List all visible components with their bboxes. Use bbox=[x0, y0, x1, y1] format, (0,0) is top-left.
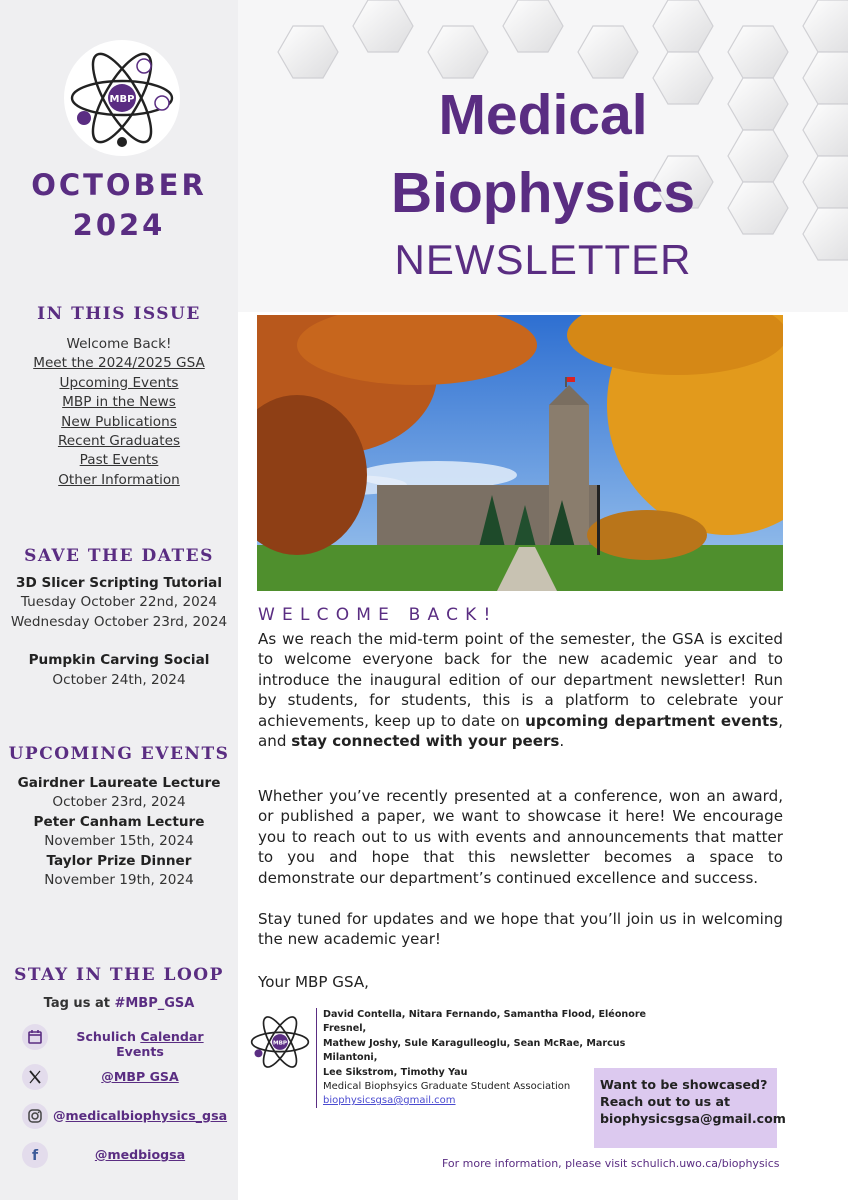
event-date: October 24th, 2024 bbox=[52, 671, 186, 688]
welcome-paragraph-1: As we reach the mid-term point of the semester, the GSA is excited to welcome everyone back for the new academic year and to introduce the inaugural edition of our department newsletter! Run by students, for students, this is a platform to celebrate your achievements, keep up to date on upcoming department events, and stay connected with your peers. bbox=[258, 630, 783, 751]
showcase-callout bbox=[594, 1068, 786, 1148]
tag-prefix: Tag us at bbox=[43, 996, 115, 1011]
toc-link[interactable]: MBP in the News bbox=[62, 394, 176, 411]
event-title: Peter Canham Lecture bbox=[33, 813, 205, 830]
footer-info: For more information, please visit schulich.uwo.ca/biophysics bbox=[442, 1157, 780, 1170]
gsa-email-link[interactable]: biophysicsgsa@gmail.com bbox=[323, 1095, 456, 1107]
hashtag: #MBP_GSA bbox=[114, 996, 195, 1011]
toc-link[interactable]: Past Events bbox=[79, 452, 159, 469]
social-instagram[interactable] bbox=[18, 1103, 228, 1131]
event-date: November 15th, 2024 bbox=[44, 833, 194, 850]
event-date: Tuesday October 22nd, 2024 bbox=[20, 594, 218, 611]
mbp-atom-logo-icon bbox=[62, 38, 182, 158]
event-date: November 19th, 2024 bbox=[44, 872, 194, 889]
masthead bbox=[238, 0, 848, 312]
tag-us-line bbox=[0, 996, 238, 1011]
gsa-members-line2: Mathew Joshy, Sule Karagulleoglu, Sean McRae, Marcus Milantoni, bbox=[323, 1037, 626, 1064]
newsletter-title-line2: Biophysics bbox=[390, 161, 696, 225]
toc-link[interactable]: New Publications bbox=[61, 413, 177, 430]
callout-line1: Want to be showcased? bbox=[600, 1077, 768, 1092]
upcoming-events-list bbox=[0, 774, 238, 890]
event-title: Gairdner Laureate Lecture bbox=[17, 775, 221, 791]
welcome-paragraph-2: Whether you’ve recently presented at a conference, won an award, or published a paper, we want to showcase it here! We encourage you to reach out to us with events and announcements that matter to you and hope that this newsletter becomes a space to demonstrate our department’s continued excellence and success. bbox=[258, 787, 783, 887]
svg-text:f: f bbox=[31, 1148, 39, 1164]
save-the-dates-list bbox=[0, 574, 238, 690]
event-title: Taylor Prize Dinner bbox=[46, 852, 192, 869]
signoff: Your MBP GSA, bbox=[258, 973, 369, 991]
x-link-label[interactable]: @MBP GSA bbox=[101, 1069, 179, 1084]
toc-link[interactable]: Other Information bbox=[58, 471, 180, 488]
social-calendar[interactable] bbox=[18, 1024, 228, 1059]
instagram-icon bbox=[22, 1103, 48, 1129]
toc-link[interactable]: Meet the 2024/2025 GSA bbox=[33, 355, 205, 372]
gsa-members-line3: Lee Sikstrom, Timothy Yau bbox=[323, 1066, 468, 1078]
campus-autumn-photo bbox=[257, 315, 783, 591]
svg-text:MBP: MBP bbox=[272, 1040, 288, 1047]
welcome-heading: WELCOME BACK! bbox=[258, 605, 498, 625]
newsletter-title-line1: Medical bbox=[438, 83, 648, 147]
gsa-association-name: Medical Biophsyics Graduate Student Association bbox=[323, 1081, 571, 1093]
social-x[interactable] bbox=[18, 1064, 228, 1092]
gsa-members-line1: David Contella, Nitara Fernando, Samantha Flood, Eléonore Fresnel, bbox=[323, 1009, 647, 1035]
in-this-issue-heading: IN THIS ISSUE bbox=[37, 304, 201, 324]
issue-month: OCTOBER bbox=[31, 168, 207, 202]
mbp-logo bbox=[62, 38, 182, 158]
issue-year: 2024 bbox=[72, 208, 166, 242]
save-the-dates-heading: SAVE THE DATES bbox=[24, 546, 214, 566]
event-title: Pumpkin Carving Social bbox=[28, 652, 210, 669]
toc-link[interactable]: Upcoming Events bbox=[59, 374, 179, 391]
upcoming-events-heading: UPCOMING EVENTS bbox=[8, 744, 230, 764]
calendar-link-label[interactable]: Schulich Calendar Events bbox=[76, 1029, 204, 1059]
calendar-icon bbox=[22, 1024, 48, 1050]
event-date: October 23rd, 2024 bbox=[52, 794, 186, 811]
mbp-atom-logo-small-icon bbox=[246, 1008, 314, 1076]
facebook-link-label[interactable]: @medbiogsa bbox=[94, 1147, 186, 1162]
x-twitter-icon bbox=[22, 1064, 48, 1090]
callout-line2: Reach out to us at bbox=[600, 1094, 730, 1109]
instagram-link-label[interactable]: @medicalbiophysics_gsa bbox=[52, 1108, 228, 1123]
event-date: Wednesday October 23rd, 2024 bbox=[10, 613, 228, 630]
newsletter-subtitle: NEWSLETTER bbox=[394, 236, 692, 283]
svg-text:MBP: MBP bbox=[109, 94, 135, 105]
table-of-contents bbox=[0, 335, 238, 490]
welcome-paragraph-3: Stay tuned for updates and we hope that you’ll join us in welcoming the new academic year! bbox=[258, 910, 783, 949]
stay-in-the-loop-heading: STAY IN THE LOOP bbox=[14, 965, 224, 985]
sidebar bbox=[0, 0, 238, 1200]
toc-item: Welcome Back! bbox=[66, 336, 172, 352]
event-title: 3D Slicer Scripting Tutorial bbox=[15, 575, 223, 591]
callout-email[interactable]: biophysicsgsa@gmail.com bbox=[600, 1111, 786, 1126]
gsa-logo bbox=[246, 1008, 314, 1076]
toc-link[interactable]: Recent Graduates bbox=[57, 433, 181, 450]
